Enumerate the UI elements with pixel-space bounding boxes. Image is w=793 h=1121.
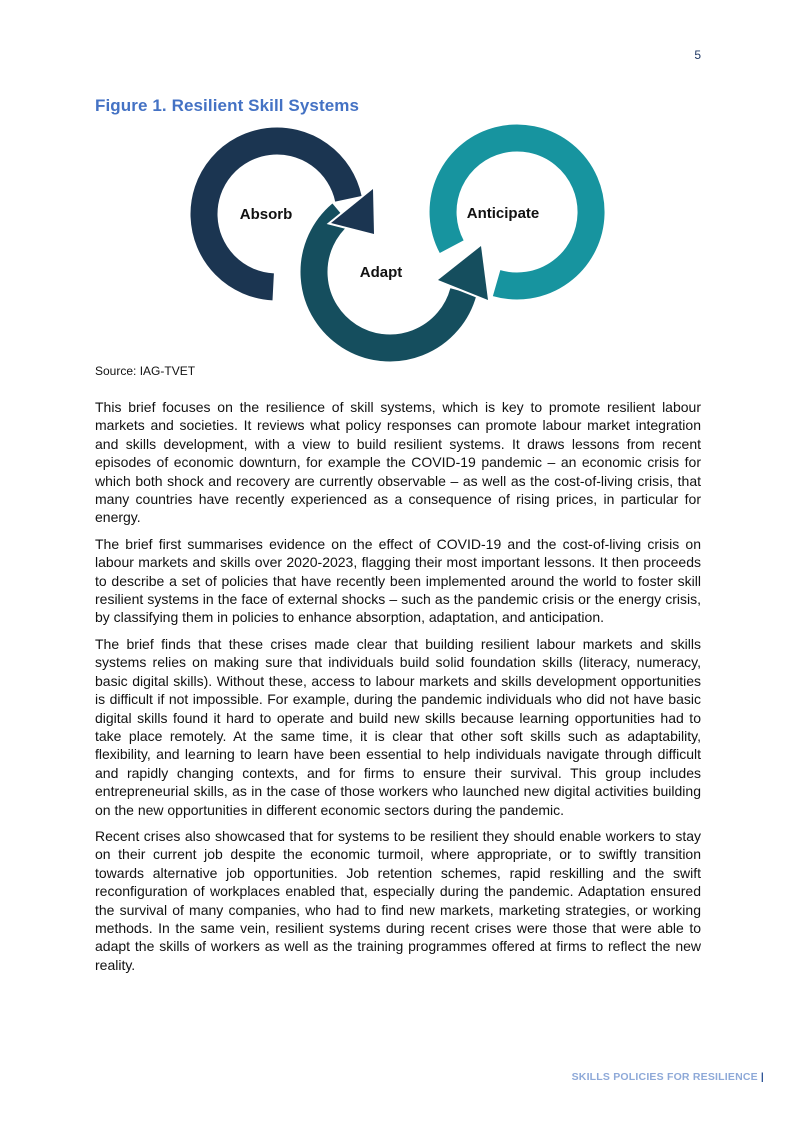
body-paragraph-3: The brief finds that these crises made clear that building resilient labour markets and skills systems relies on making sure that individuals build solid foundation skills (literacy, numeracy, basic digital skills). Without these, access to labour markets and skills development opportunities is difficult if not impossible. For example, during the pandemic individuals who did not have basic digital skills found it hard to operate and build new skills because learning opportunities had to take place remotely. At the same time, it is clear that other soft skills such as adaptability, flexibility, and learning to learn have been essential to help individuals navigate through difficult and rapidly changing contexts, and for firms to ensure their survival. This group includes entrepreneurial skills, as in the case of those workers who launched new digital activities building on the new opportunities in different economic sectors during the pandemic. — [95, 635, 701, 818]
adapt-arrowhead-icon — [438, 246, 488, 300]
figure-source: Source: IAG-TVET — [95, 364, 196, 378]
footer-separator: | — [760, 1071, 764, 1083]
absorb-label: Absorb — [239, 206, 293, 223]
body-paragraph-2: The brief first summarises evidence on the effect of COVID-19 and the cost-of-living crisis on labour markets and skills over 2020-2023, flagging their most important lessons. It then proceeds to describe a set of policies that have recently been implemented around the world to foster skill resilient systems in the face of external shocks – such as the pandemic crisis or the energy crisis, by classifying them in policies to enhance absorption, adaptation, and anticipation. — [95, 535, 701, 626]
page-number: 5 — [694, 48, 701, 62]
resilience-cycle-diagram — [140, 120, 660, 370]
adapt-label: Adapt — [359, 264, 403, 281]
body-text — [95, 398, 701, 982]
footer — [572, 1071, 764, 1083]
body-paragraph-1: This brief focuses on the resilience of skill systems, which is key to promote resilient labour markets and societies. It reviews what policy responses can promote labour market integration and skills development, with a view to build resilient systems. It draws lessons from recent episodes of economic downturn, for example the COVID-19 pandemic – an economic crisis for which both shock and recovery are currently observable – as well as the cost-of-living crisis, that many countries have recently experienced as a consequence of rising prices, in particular for energy. — [95, 399, 701, 526]
anticipate-label: Anticipate — [466, 205, 540, 222]
figure-title: Figure 1. Resilient Skill Systems — [95, 96, 360, 115]
footer-running-title: SKILLS POLICIES FOR RESILIENCE — [571, 1071, 758, 1083]
body-paragraph-4: Recent crises also showcased that for systems to be resilient they should enable workers to stay on their current job despite the economic turmoil, where appropriate, or to swiftly transition towards alternative job opportunities. Job retention schemes, rapid reskilling and the swift reconfiguration of workplaces enabled that, especially during the pandemic. Adaptation ensured the survival of many companies, who had to find new markets, marketing strategies, or working methods. In the same vein, resilient systems during recent crises were those that were able to adapt the skills of workers as well as the training programmes offered at firms to reflect the new reality. — [95, 827, 701, 973]
